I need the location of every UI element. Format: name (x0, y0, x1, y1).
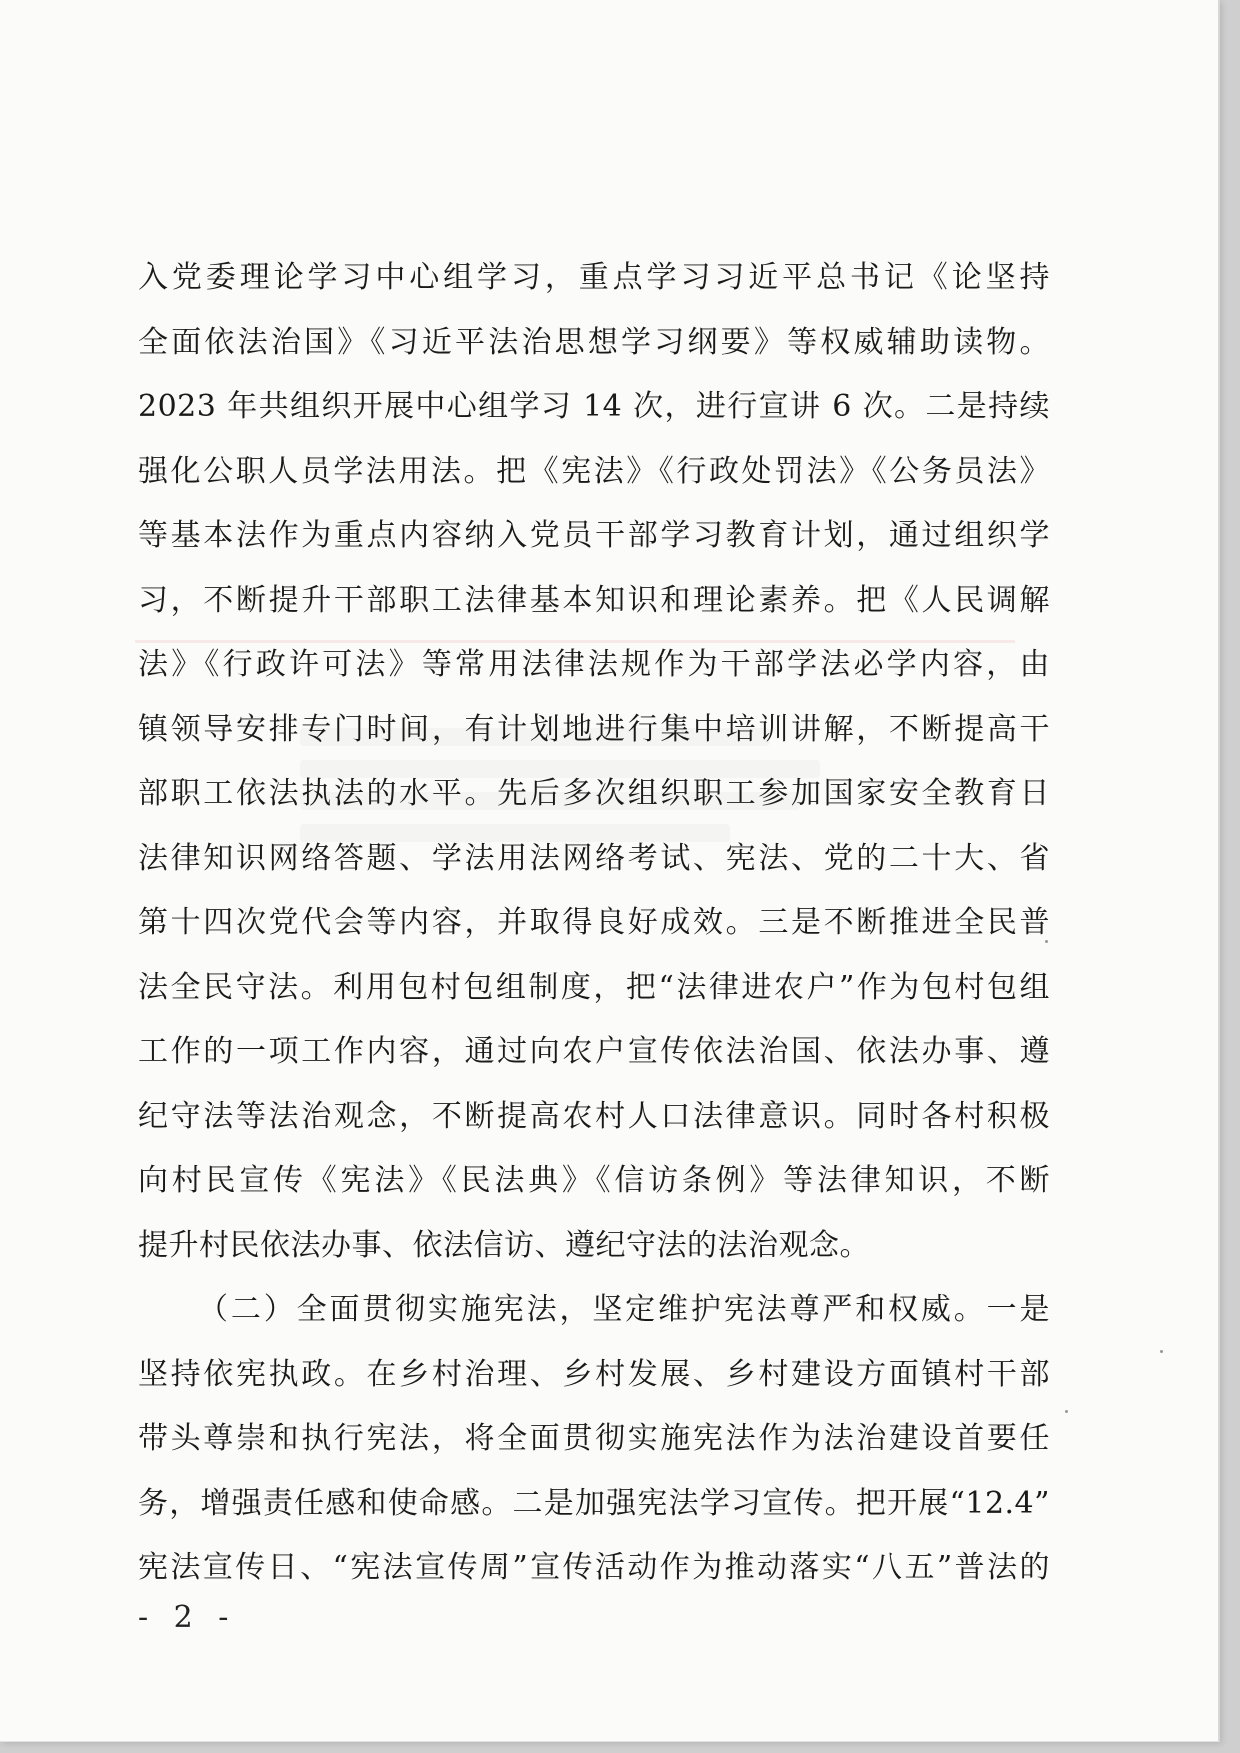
text-line: 入党委理论学习中心组学习，重点学习习近平总书记《论坚持 (138, 260, 1050, 295)
text-line: 纪守法等法治观念，不断提高农村人口法律意识。同时各村积极 (138, 1098, 1050, 1134)
text-line: 法律知识网络答题、学法用法网络考试、宪法、党的二十大、省 (138, 840, 1050, 876)
scan-speck (1065, 1410, 1068, 1413)
scan-speck (1160, 1350, 1163, 1353)
text-line: 工作的一项工作内容，通过向农户宣传依法治国、依法办事、遵 (138, 1034, 1050, 1069)
section-heading-line: （二）全面贯彻实施宪法，坚定维护宪法尊严和权威。一是 (198, 1292, 1050, 1327)
text-line: 第十四次党代会等内容，并取得良好成效。三是不断推进全民普 (138, 905, 1050, 940)
scan-speck (1045, 940, 1048, 943)
text-line: 坚持依宪执政。在乡村治理、乡村发展、乡村建设方面镇村干部 (138, 1356, 1050, 1392)
text-line: 法》《行政许可法》等常用法律法规作为干部学法必学内容，由 (138, 647, 1050, 682)
text-line: 全面依法治国》《习近平法治思想学习纲要》等权威辅助读物。 (138, 324, 1050, 360)
text-line: 2023 年共组织开展中心组学习 14 次，进行宣讲 6 次。二是持续 (138, 389, 1050, 424)
text-line: 等基本法作为重点内容纳入党员干部学习教育计划，通过组织学 (138, 518, 1050, 553)
text-line: 部职工依法执法的水平。先后多次组织职工参加国家安全教育日 (138, 776, 1050, 811)
paragraph-end-line: 提升村民依法办事、依法信访、遵纪守法的法治观念。 (138, 1227, 870, 1263)
text-line: 习，不断提升干部职工法律基本知识和理论素养。把《人民调解 (138, 582, 1050, 618)
text-line: 法全民守法。利用包村包组制度，把“法律进农户”作为包村包组 (138, 969, 1050, 1005)
body-text (138, 246, 1050, 1601)
text-line: 务，增强责任感和使命感。二是加强宪法学习宣传。把开展“12.4” (138, 1485, 1050, 1521)
text-line: 带头尊崇和执行宪法，将全面贯彻实施宪法作为法治建设首要任 (138, 1421, 1050, 1456)
text-line: 镇领导安排专门时间，有计划地进行集中培训讲解，不断提高干 (138, 711, 1050, 747)
text-line: 向村民宣传《宪法》《民法典》《信访条例》等法律知识，不断 (138, 1163, 1050, 1198)
text-line: 强化公职人员学法用法。把《宪法》《行政处罚法》《公务员法》 (138, 453, 1050, 489)
page-number: - 2 - (138, 1600, 237, 1635)
text-line: 宪法宣传日、“宪法宣传周”宣传活动作为推动落实“八五”普法的 (138, 1550, 1050, 1585)
